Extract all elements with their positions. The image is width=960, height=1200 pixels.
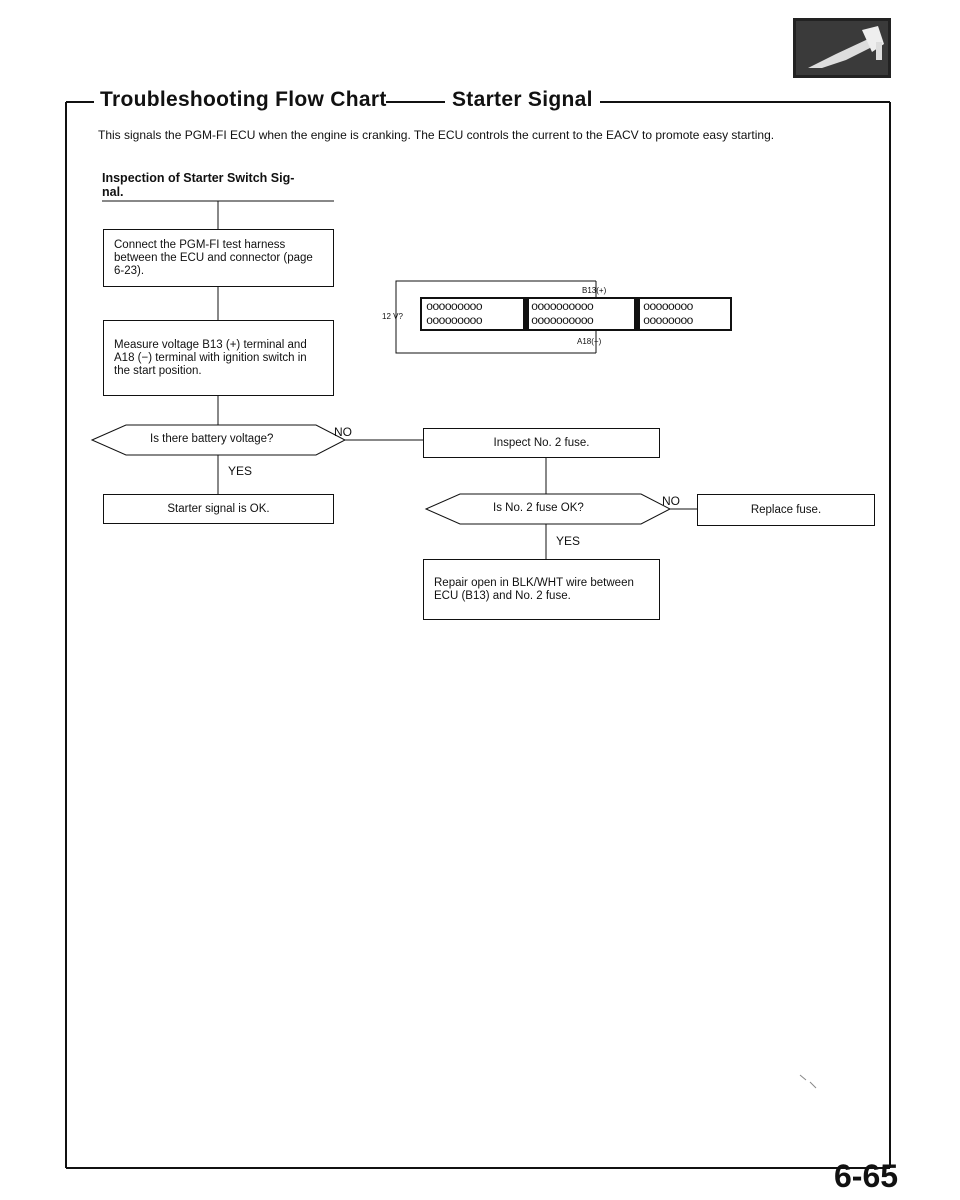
step-measure-voltage bbox=[103, 320, 334, 396]
step-connect-harness-text: Connect the PGM-FI test harness between the ECU and connector (page 6-23). bbox=[114, 238, 313, 277]
label-b13: B13(+) bbox=[582, 286, 607, 295]
step-repair-wire bbox=[423, 559, 660, 620]
step-connect-harness bbox=[103, 229, 334, 287]
pins-row1-block1: ooooooooo bbox=[426, 300, 482, 314]
step-measure-voltage-text: Measure voltage B13 (+) terminal and A18 (−) terminal with ignition switch in the start position. bbox=[114, 338, 307, 377]
section-heading-line1: Inspection of Starter Switch Sig- bbox=[102, 171, 295, 185]
step-replace-fuse-text: Replace fuse. bbox=[750, 503, 822, 516]
label-a18: A18(−) bbox=[577, 337, 602, 346]
decision1-no-label: NO bbox=[334, 425, 352, 439]
step-inspect-fuse-text: Inspect No. 2 fuse. bbox=[493, 436, 590, 449]
decision1-yes-label: YES bbox=[228, 464, 253, 478]
title-sub: Starter Signal bbox=[452, 88, 593, 111]
pins-row2-block2: oooooooooo bbox=[531, 314, 594, 328]
step-inspect-fuse bbox=[423, 428, 660, 458]
step-replace-fuse bbox=[697, 494, 875, 526]
intro-text: This signals the PGM-FI ECU when the engine is cranking. The ECU controls the current to the EACV to promote easy starting. bbox=[98, 128, 775, 142]
result-signal-ok bbox=[103, 494, 334, 524]
decision2-no-label: NO bbox=[662, 494, 680, 508]
step-repair-wire-text: Repair open in BLK/WHT wire between ECU (B13) and No. 2 fuse. bbox=[434, 576, 634, 602]
pins-row1-block3: oooooooo bbox=[643, 300, 693, 314]
title-main: Troubleshooting Flow Chart bbox=[100, 88, 387, 111]
decision2-yes-label: YES bbox=[556, 534, 581, 548]
page-number: 6-65 bbox=[834, 1158, 899, 1194]
label-voltage: 12 V? bbox=[382, 312, 403, 321]
pins-row1-block2: oooooooooo bbox=[531, 300, 594, 314]
pins-row2-block3: oooooooo bbox=[643, 314, 693, 328]
section-heading-line2: nal. bbox=[102, 185, 124, 199]
result-signal-ok-text: Starter signal is OK. bbox=[167, 502, 270, 515]
fuel-nozzle-logo bbox=[793, 18, 891, 78]
decision-fuse-ok: Is No. 2 fuse OK? bbox=[493, 502, 584, 514]
pins-row2-block1: ooooooooo bbox=[426, 314, 482, 328]
decision-battery-voltage: Is there battery voltage? bbox=[150, 433, 274, 445]
